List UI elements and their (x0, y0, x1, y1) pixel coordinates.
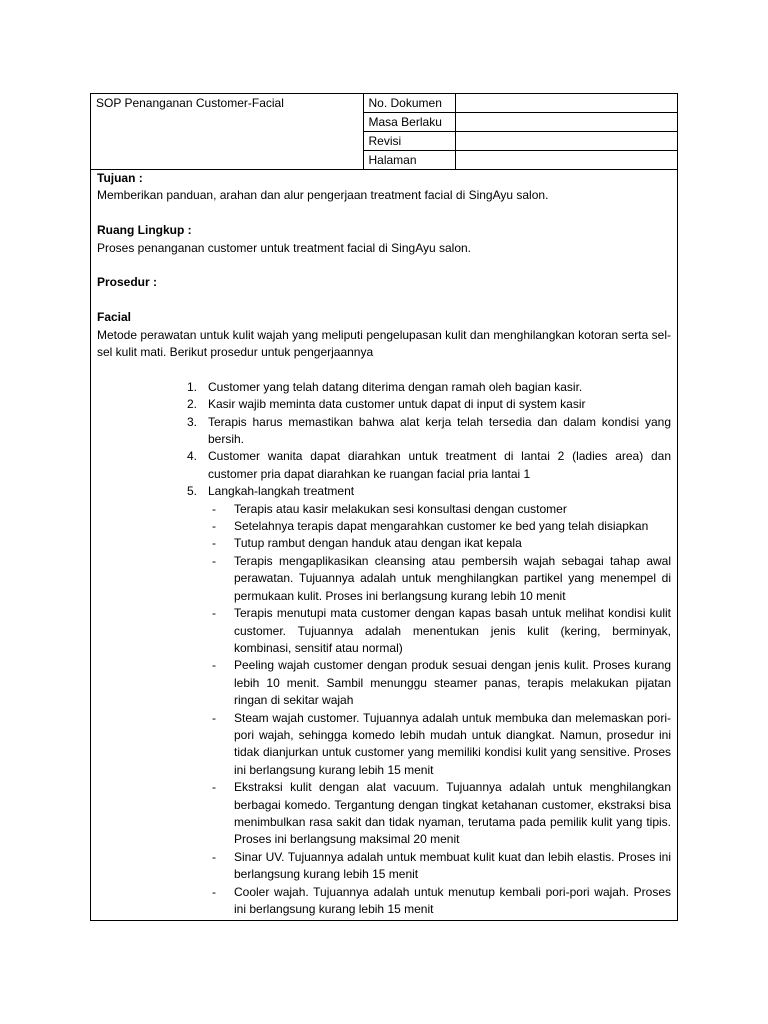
step-number: 2. (187, 397, 198, 412)
dash-bullet: - (212, 606, 216, 621)
list-item (212, 849, 671, 884)
prosedur-heading: Prosedur : (97, 275, 158, 290)
step-text: Customer yang telah datang diterima dengan ramah oleh bagian kasir. (208, 379, 583, 394)
step-number: 1. (187, 379, 198, 394)
field-label-masa-berlaku: Masa Berlaku (363, 113, 455, 132)
substep-text: Terapis mengaplikasikan cleansing atau pembersih wajah sebagai tahap awal perawatan. Tujuannya adalah untuk menghilangkan partikel yang menempel di permukaan kulit. Proses ini berlangsung kurang lebih 10 menit (234, 553, 671, 603)
list-item (187, 448, 671, 483)
step-number: 4. (187, 449, 198, 464)
list-item (212, 605, 671, 657)
spacer (97, 292, 671, 309)
list-item (212, 710, 671, 780)
substep-text: Steam wajah customer. Tujuannya adalah untuk membuka dan melemaskan pori-pori wajah, sehingga komedo lebih mudah untuk diangkat. Namun, prosedur ini tidak dianjurkan untuk customer yang memiliki kondisi kulit yang sensitive. Proses ini berlangsung kurang lebih 15 menit (234, 710, 671, 777)
spacer (97, 361, 671, 378)
dash-bullet: - (212, 849, 216, 864)
field-value-halaman (455, 151, 677, 170)
list-item (187, 483, 671, 500)
step-text: Langkah-langkah treatment (208, 484, 355, 499)
substep-text: Terapis menutupi mata customer dengan kapas basah untuk melihat kondisi kulit customer. Tujuannya adalah menentukan jenis kulit (kering, berminyak, kombinasi, sensitif atau normal) (234, 606, 671, 655)
treatment-substeps-list (97, 501, 671, 919)
list-item (212, 884, 671, 919)
facial-heading: Facial (97, 310, 132, 325)
step-text: Customer wanita dapat diarahkan untuk treatment di lantai 2 (ladies area) dan customer pria dapat diarahkan ke ruangan facial pria lantai 1 (208, 449, 671, 481)
list-item (187, 379, 671, 396)
list-item (187, 414, 671, 449)
tujuan-text: Memberikan panduan, arahan dan alur pengerjaan treatment facial di SingAyu salon. (97, 188, 549, 203)
tujuan-heading: Tujuan : (97, 171, 143, 185)
substep-text: Cooler wajah. Tujuannya adalah untuk menutup kembali pori-pori wajah. Proses ini berlangsung kurang lebih 15 menit (234, 884, 671, 916)
document-body (91, 170, 677, 920)
field-value-no-dokumen (455, 94, 677, 113)
list-item (212, 657, 671, 709)
facial-intro: Metode perawatan untuk kulit wajah yang meliputi pengelupasan kulit dan menghilangkan kotoran serta sel-sel kulit mati. Berikut prosedur untuk pengerjaannya (97, 327, 671, 360)
list-item (187, 396, 671, 413)
document-header-table (91, 94, 677, 170)
dash-bullet: - (212, 553, 216, 568)
field-label-no-dokumen: No. Dokumen (363, 94, 455, 113)
list-item (212, 779, 671, 849)
dash-bullet: - (212, 780, 216, 795)
dash-bullet: - (212, 710, 216, 725)
list-item (212, 553, 671, 605)
substep-text: Sinar UV. Tujuannya adalah untuk membuat kulit kuat dan lebih elastis. Proses ini berlangsung kurang lebih 15 menit (234, 849, 671, 882)
list-item (212, 518, 671, 535)
document-title: SOP Penanganan Customer-Facial (91, 94, 363, 170)
substep-text: Ekstraksi kulit dengan alat vacuum. Tujuannya adalah untuk menghilangkan berbagai komedo. Tergantung dengan tingkat ketahanan customer, ekstraksi bisa menimbulkan rasa sakit dan tidak nyaman, terutama pada pemilik kulit yang tipis. Proses ini berlangsung maksimal 20 menit (234, 780, 671, 847)
step-number: 5. (187, 484, 198, 499)
dash-bullet: - (212, 501, 216, 516)
procedure-steps-list (97, 379, 671, 501)
list-item (212, 535, 671, 552)
field-label-revisi: Revisi (363, 132, 455, 151)
substep-text: Tutup rambut dengan handuk atau dengan ikat kepala (234, 536, 522, 551)
dash-bullet: - (212, 519, 216, 534)
dash-bullet: - (212, 536, 216, 551)
step-number: 3. (187, 414, 198, 429)
list-item (212, 501, 671, 518)
substep-text: Peeling wajah customer dengan produk sesuai dengan jenis kulit. Proses kurang lebih 10 menit. Sambil menunggu steamer panas, terapis melakukan pijatan ringan di sekitar wajah (234, 658, 671, 708)
spacer (97, 257, 671, 274)
spacer (97, 205, 671, 222)
substep-text: Terapis atau kasir melakukan sesi konsultasi dengan customer (234, 501, 567, 516)
dash-bullet: - (212, 658, 216, 673)
sop-document (90, 93, 678, 921)
step-text: Terapis harus memastikan bahwa alat kerja telah tersedia dan dalam kondisi yang bersih. (208, 414, 671, 447)
ruang-lingkup-heading: Ruang Lingkup : (97, 223, 192, 238)
step-text: Kasir wajib meminta data customer untuk dapat di input di system kasir (208, 397, 586, 412)
dash-bullet: - (212, 884, 216, 899)
ruang-lingkup-text: Proses penanganan customer untuk treatment facial di SingAyu salon. (97, 240, 472, 255)
substep-text: Setelahnya terapis dapat mengarahkan customer ke bed yang telah disiapkan (234, 519, 649, 534)
field-label-halaman: Halaman (363, 151, 455, 170)
field-value-revisi (455, 132, 677, 151)
field-value-masa-berlaku (455, 113, 677, 132)
